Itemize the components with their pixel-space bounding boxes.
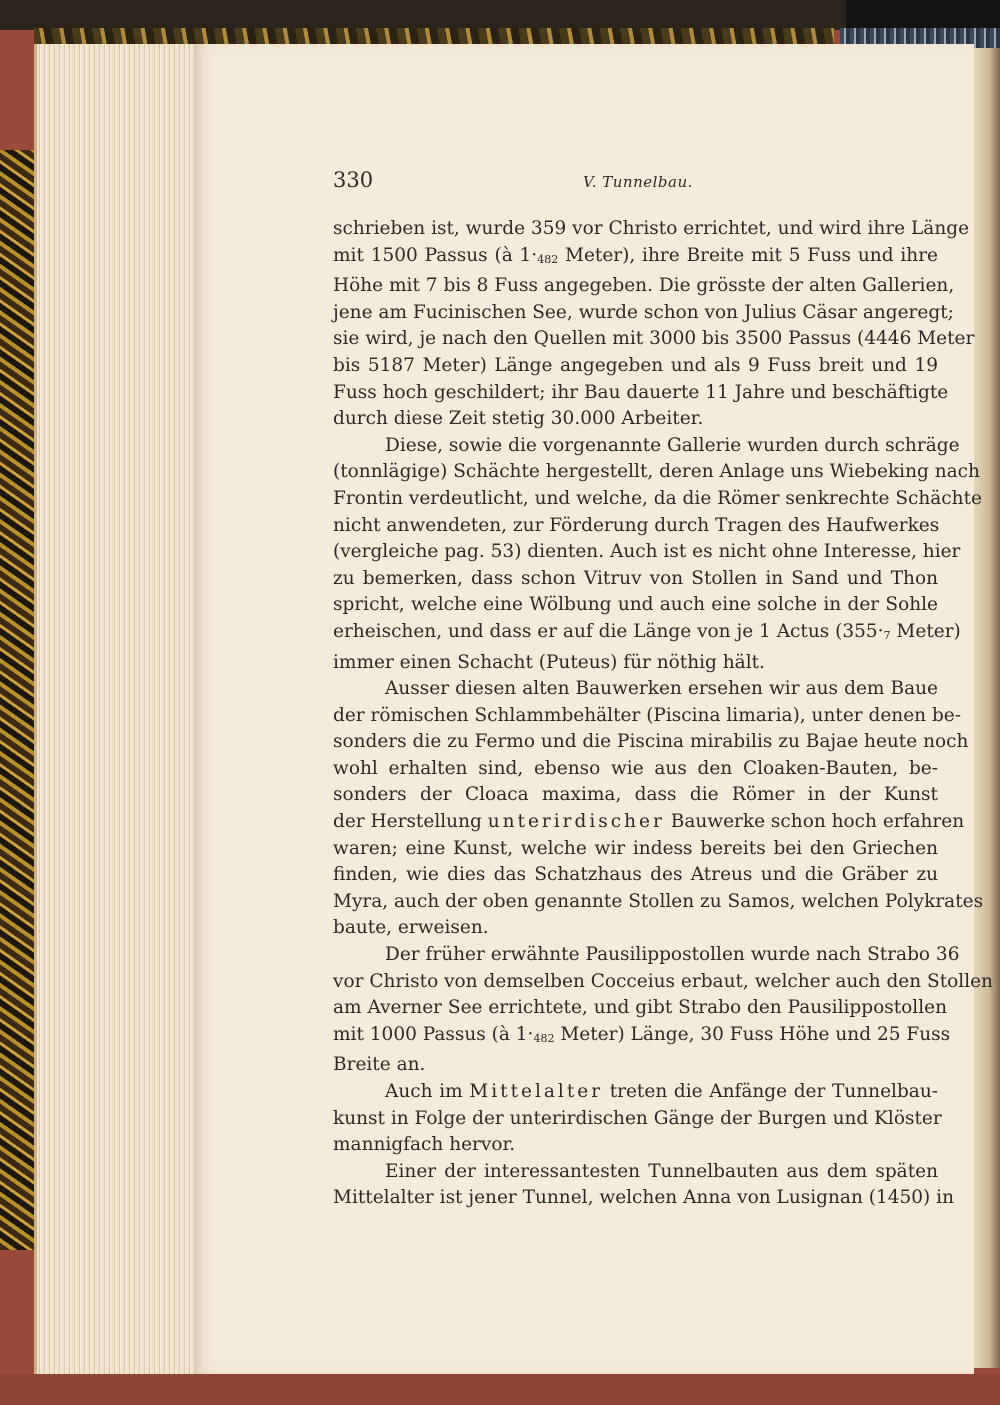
marbled-cover-edge	[0, 150, 34, 1250]
text-line	[333, 566, 938, 593]
text-line-content: Höhe mit 7 bis 8 Fuss angegeben. Die grösste der alten Gallerien,	[333, 275, 955, 297]
text-segment: Meter)	[890, 620, 961, 642]
text-line-content: bis 5187 Meter) Länge angegeben und als 9 Fuss breit und 19	[333, 354, 938, 376]
book-cover-bottom	[0, 1374, 1000, 1405]
text-line-content: Einer der interessantesten Tunnelbauten aus dem späten	[385, 1160, 938, 1182]
text-line-content: vor Christo von demselben Cocceius erbaut, welcher auch den Stollen	[333, 970, 993, 992]
text-line	[333, 243, 938, 274]
text-line	[333, 353, 938, 380]
text-line-content: spricht, welche eine Wölbung und auch eine solche in der Sohle	[333, 594, 938, 616]
subscript-digits: 7	[883, 628, 891, 642]
text-line	[333, 1052, 938, 1079]
text-segment: der Herstellung	[333, 811, 488, 833]
text-line	[333, 1185, 954, 1212]
running-head: V. Tunnelbau.	[583, 173, 693, 191]
text-line	[333, 326, 975, 353]
text-line-content: baute, erweisen.	[333, 917, 489, 939]
text-line	[333, 676, 938, 703]
text-line-content: Frontin verdeutlicht, und welche, da die Römer senkrechte Schächte	[333, 487, 982, 509]
text-line-content: durch diese Zeit stetig 30.000 Arbeiter.	[333, 408, 704, 430]
text-line	[333, 216, 970, 243]
page-gutter	[974, 48, 1000, 1368]
text-segment: treten die Anfänge der Tunnelbau-	[603, 1081, 938, 1102]
text-line	[333, 486, 982, 513]
text-line-content: Ausser diesen alten Bauwerken ersehen wir aus dem Baue	[385, 678, 938, 700]
text-line	[333, 729, 969, 756]
text-line-content: immer einen Schacht (Puteus) für nöthig hält.	[333, 651, 765, 673]
text-segment: mit 1500 Passus (à 1·	[333, 244, 538, 266]
text-segment: Meter) Länge, 30 Fuss Höhe und 25 Fuss	[554, 1023, 951, 1045]
text-line	[333, 433, 960, 460]
text-line-content: kunst in Folge der unterirdischen Gänge der Burgen und Klöster	[333, 1107, 942, 1129]
text-line-content: (tonnlägige) Schächte hergestellt, deren Anlage uns Wiebeking nach	[333, 461, 980, 483]
text-line	[333, 915, 938, 942]
text-line-content: (vergleiche pag. 53) dienten. Auch ist es nicht ohne Interesse, hier	[333, 541, 961, 563]
text-line	[333, 995, 947, 1022]
body-text	[333, 216, 993, 1212]
text-line	[333, 650, 938, 677]
text-line-content: sie wird, je nach den Quellen mit 3000 bis 3500 Passus (4446 Meter	[333, 328, 975, 350]
text-line	[333, 809, 965, 836]
emphasized-word: unterirdischer	[487, 811, 665, 833]
text-line	[333, 380, 949, 407]
text-line-content: finden, wie dies das Schatzhaus des Atreus und die Gräber zu	[333, 864, 938, 886]
text-line	[333, 703, 961, 730]
page-number: 330	[333, 168, 374, 192]
stacked-page-edges	[34, 44, 197, 1374]
text-line	[333, 273, 955, 300]
text-line-content: Diese, sowie die vorgenannte Gallerie wurden durch schräge	[385, 434, 960, 456]
text-line	[333, 300, 954, 327]
text-line-content: sonders die zu Fermo und die Piscina mirabilis zu Bajae heute noch	[333, 731, 969, 753]
text-line	[333, 459, 980, 486]
text-line	[333, 782, 938, 809]
text-line-content: zu bemerken, dass schon Vitruv von Stollen in Sand und Thon	[333, 567, 938, 589]
text-line-content: mannigfach hervor.	[333, 1134, 516, 1156]
text-line-content: am Averner See errichtete, und gibt Strabo den Pausilippostollen	[333, 997, 947, 1019]
text-line	[333, 862, 938, 889]
subscript-digits: 482	[537, 252, 559, 266]
text-line	[333, 1159, 938, 1186]
text-segment: Auch im	[385, 1081, 470, 1102]
text-line-content: Breite an.	[333, 1054, 426, 1076]
text-line	[333, 592, 938, 619]
text-line	[333, 619, 961, 650]
text-line	[333, 942, 960, 969]
text-segment: Meter), ihre Breite mit 5 Fuss und ihre	[558, 244, 938, 266]
text-segment: Bauwerke schon hoch erfahren	[664, 811, 965, 833]
text-segment: erheischen, und dass er auf die Länge von je 1 Actus (355·	[333, 620, 884, 642]
text-line-content: waren; eine Kunst, welche wir indess bereits bei den Griechen	[333, 837, 938, 859]
text-line-content: Mittelalter ist jener Tunnel, welchen Anna von Lusignan (1450) in	[333, 1187, 954, 1209]
text-line-content: nicht anwendeten, zur Förderung durch Tragen des Haufwerkes	[333, 514, 940, 536]
text-line	[333, 406, 938, 433]
text-line	[333, 756, 938, 783]
text-line	[333, 1132, 938, 1159]
text-line-content: jene am Fucinischen See, wurde schon von Julius Cäsar angeregt;	[333, 301, 954, 323]
text-line-content: Myra, auch der oben genannte Stollen zu Samos, welchen Polykrates	[333, 890, 984, 912]
emphasized-word: Mittelalter	[469, 1081, 604, 1102]
text-line-content: schrieben ist, wurde 359 vor Christo errichtet, und wird ihre Länge	[333, 218, 970, 239]
page-header	[333, 168, 943, 198]
text-line	[333, 889, 984, 916]
subscript-digits: 482	[533, 1031, 555, 1045]
text-line	[333, 1022, 951, 1053]
text-line	[333, 1079, 938, 1106]
text-line-content: Fuss hoch geschildert; ihr Bau dauerte 11 Jahre und beschäftigte	[333, 381, 949, 403]
text-line	[333, 836, 938, 863]
text-line	[333, 539, 961, 566]
text-line	[333, 969, 993, 996]
text-line-content: der römischen Schlammbehälter (Piscina limaria), unter denen be-	[333, 704, 961, 726]
background-corner	[846, 0, 1000, 30]
text-line	[333, 1106, 942, 1133]
text-line	[333, 513, 938, 540]
text-segment: mit 1000 Passus (à 1·	[333, 1023, 534, 1045]
text-line-content: Der früher erwähnte Pausilippostollen wurde nach Strabo 36	[385, 944, 960, 966]
text-line-content: wohl erhalten sind, ebenso wie aus den Cloaken-Bauten, be-	[333, 757, 938, 779]
text-line-content: sonders der Cloaca maxima, dass die Römer in der Kunst	[333, 784, 938, 806]
